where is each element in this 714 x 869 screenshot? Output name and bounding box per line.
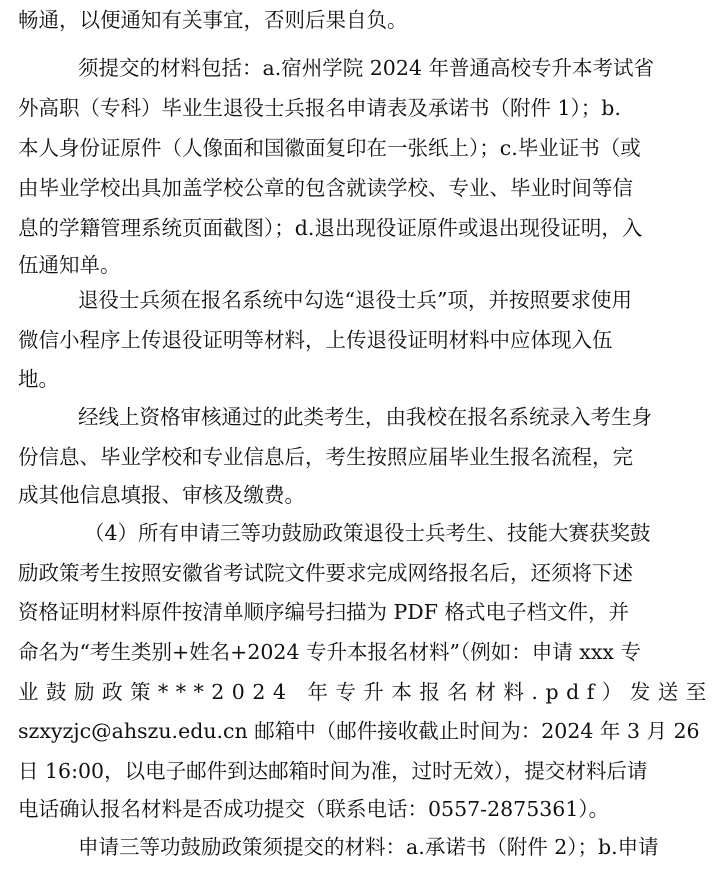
text-line: 外高职（专科）毕业生退役士兵报名申请表及承诺书（附件 1）；b. (18, 96, 621, 120)
text-line: 业鼓励政策***2024 年专升本报名材料.pdf）发送至 (18, 680, 714, 704)
text-line: 励政策考生按照安徽省考试院文件要求完成网络报名后，还须将下述 (18, 561, 633, 585)
text-line: 由毕业学校出具加盖学校公章的包含就读学校、专业、毕业时间等信 (18, 176, 633, 200)
text-line: 经线上资格审核通过的此类考生，由我校在报名系统录入考生身 (78, 405, 652, 429)
text-line: 资格证明材料原件按清单顺序编号扫描为 PDF 格式电子档文件，并 (18, 600, 629, 624)
text-line: 份信息、毕业学校和专业信息后，考生按照应届毕业生报名流程，完 (18, 445, 633, 469)
text-line: 息的学籍管理系统页面截图）；d.退出现役证原件或退出现役证明，入 (18, 216, 643, 240)
text-line: 微信小程序上传退役证明等材料，上传退役证明材料中应体现入伍 (18, 328, 613, 352)
text-line: 伍通知单。 (18, 253, 121, 277)
text-line: 命名为“考生类别+姓名+2024 专升本报名材料”（例如：申请 xxx 专 (18, 640, 641, 664)
text-line: （4）所有申请三等功鼓励政策退役士兵考生、技能大赛获奖鼓 (84, 521, 651, 545)
text-line: 电话确认报名材料是否成功提交（联系电话：0557-2875361）。 (18, 797, 610, 821)
text-line: 日 16:00，以电子邮件到达邮箱时间为准，过时无效），提交材料后请 (18, 759, 648, 783)
text-line: 退役士兵须在报名系统中勾选“退役士兵”项，并按照要求使用 (78, 288, 632, 312)
text-line: 须提交的材料包括：a.宿州学院 2024 年普通高校专升本考试省 (78, 56, 654, 80)
text-line: 本人身份证原件（人像面和国徽面复印在一张纸上）；c.毕业证书（或 (18, 136, 641, 160)
text-line: 申请三等功鼓励政策须提交的材料：a.承诺书（附件 2）；b.申请 (78, 835, 659, 859)
text-line: szxyzjc@ahszu.edu.cn 邮箱中（邮件接收截止时间为：2024 年 3 月 26 (18, 719, 700, 743)
text-line: 畅通，以便通知有关事宜，否则后果自负。 (18, 8, 408, 32)
text-line: 成其他信息填报、审核及缴费。 (18, 483, 305, 507)
text-line: 地。 (18, 367, 59, 391)
